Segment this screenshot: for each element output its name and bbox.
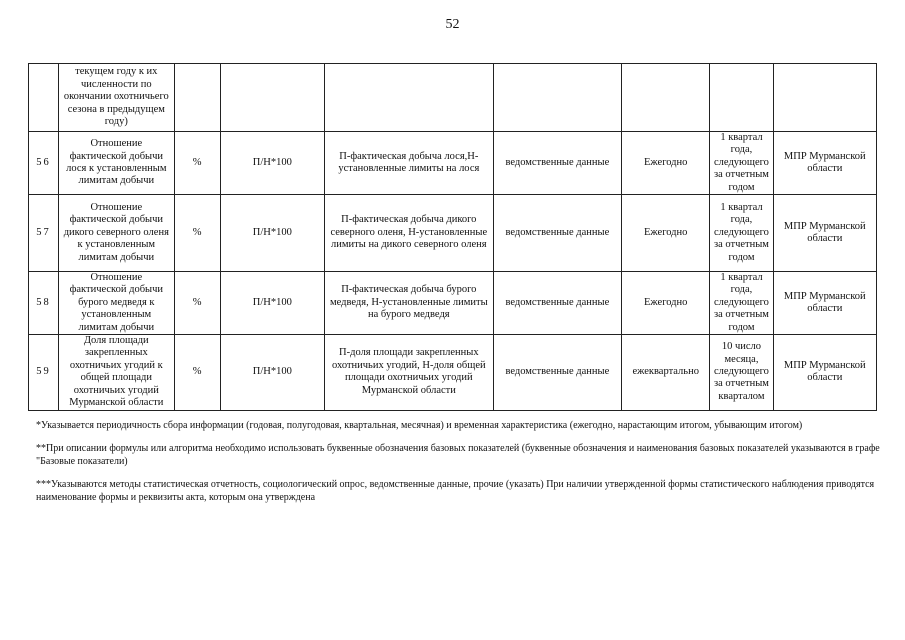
cell-formula <box>220 64 324 132</box>
cell-num <box>29 64 59 132</box>
cell-indicator: Отношение фактической добычи бурого медведя к установленным лимитам добычи <box>59 272 174 335</box>
cell-base-indicators: П-фактическая добыча дикого северного оленя, Н-установленные лимиты на дикого северного оленя <box>325 195 494 272</box>
table-row <box>29 272 877 335</box>
table-row <box>29 335 877 410</box>
cell-responsible <box>773 64 876 132</box>
cell-formula: П/Н*100 <box>220 272 324 335</box>
cell-unit: % <box>174 335 220 410</box>
cell-formula: П/Н*100 <box>220 132 324 195</box>
cell-responsible: МПР Мурманской области <box>773 335 876 410</box>
cell-base-indicators: П-фактическая добыча бурого медведя, Н-установленные лимиты на бурого медведя <box>325 272 494 335</box>
cell-indicator: Отношение фактической добычи лося к установленным лимитам добычи <box>59 132 174 195</box>
cell-indicator: Доля площади закрепленных охотничьих угодий к общей площади охотничьих угодий Мурманской области <box>59 335 174 410</box>
cell-method: ведомственные данные <box>493 335 621 410</box>
cell-deadline: 10 число месяца, следующего за отчетным кварталом <box>710 335 773 410</box>
cell-responsible: МПР Мурманской области <box>773 195 876 272</box>
cell-method: ведомственные данные <box>493 195 621 272</box>
table-row <box>29 132 877 195</box>
cell-deadline <box>710 64 773 132</box>
cell-periodicity: Ежегодно <box>622 195 710 272</box>
cell-periodicity: Ежегодно <box>622 132 710 195</box>
cell-unit: % <box>174 132 220 195</box>
footnote-formula: **При описании формулы или алгоритма необходимо использовать буквенные обозначения базовых показателей (буквенные обозначения и наименования базовых показателей указываются в графе "Базовые показатели) <box>36 443 880 467</box>
cell-num: 57 <box>29 195 59 272</box>
cell-indicator: Отношение фактической добычи дикого северного оленя к установленным лимитам добычи <box>59 195 174 272</box>
cell-num: 59 <box>29 335 59 410</box>
cell-method: ведомственные данные <box>493 132 621 195</box>
cell-unit: % <box>174 195 220 272</box>
cell-base-indicators: П-фактическая добыча лося,Н-установленные лимиты на лося <box>325 132 494 195</box>
cell-unit <box>174 64 220 132</box>
cell-deadline: 1 квартал года, следующего за отчетным годом <box>710 195 773 272</box>
cell-responsible: МПР Мурманской области <box>773 272 876 335</box>
footnote-methods: ***Указываются методы статистическая отчетность, социологический опрос, ведомственные данные, прочие (указать) При наличии утвержденной формы статистического наблюдения приводятся наименование формы и реквизиты акта, которым она утверждена <box>36 479 875 503</box>
footnotes <box>36 419 881 514</box>
cell-base-indicators: П-доля площади закрепленных охотничьих угодий, Н-доля общей площади охотничьих угодий Мурманской области <box>325 335 494 410</box>
page-number: 52 <box>445 17 460 32</box>
cell-deadline: 1 квартал года, следующего за отчетным годом <box>710 272 773 335</box>
table-row-continued <box>29 64 877 132</box>
cell-method <box>493 64 621 132</box>
cell-periodicity <box>622 64 710 132</box>
cell-responsible: МПР Мурманской области <box>773 132 876 195</box>
footnote-periodicity: *Указывается периодичность сбора информации (годовая, полугодовая, квартальная, месячная) и временная характеристика (ежегодно, нарастающим итогом, убывающим итогом) <box>36 420 803 431</box>
cell-periodicity: ежеквартально <box>622 335 710 410</box>
cell-unit: % <box>174 272 220 335</box>
cell-num: 58 <box>29 272 59 335</box>
cell-formula: П/Н*100 <box>220 335 324 410</box>
cell-num: 56 <box>29 132 59 195</box>
cell-formula: П/Н*100 <box>220 195 324 272</box>
cell-periodicity: Ежегодно <box>622 272 710 335</box>
cell-base-indicators <box>325 64 494 132</box>
cell-deadline: 1 квартал года, следующего за отчетным годом <box>710 132 773 195</box>
table-row <box>29 195 877 272</box>
indicators-table <box>28 63 877 411</box>
cell-method: ведомственные данные <box>493 272 621 335</box>
cell-indicator: текущем году к их численности по окончании охотничьего сезона в предыдущем году) <box>59 64 174 132</box>
